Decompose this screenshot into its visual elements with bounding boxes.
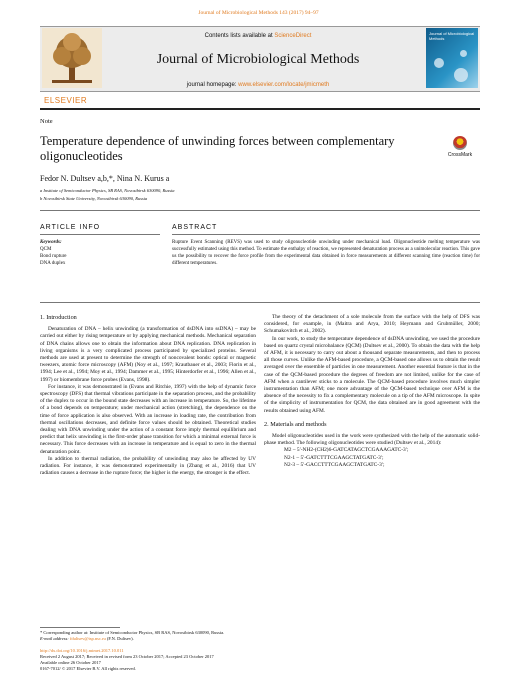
body-column-left <box>40 314 256 477</box>
affiliation-b: b Novosibirsk State University, Novosibirsk 630090, Russia <box>40 196 148 201</box>
sciencedirect-link[interactable]: ScienceDirect <box>274 33 312 39</box>
body-paragraph: In our work, to study the temperature dependence of dsDNA unwinding, we used the procedure based on quartz crystal microbalance (QCM) (Dultsev et al., 2000). To obtain the data with the help of AFM, it is necessary to carry out about a thousand separate measurements, and then to process all those curves. Unlike the AFM-based procedure, a QCM-based one allows us to obtain the result averaged over the ensemble of particles in one measurement. Another essential feature is that in the case of the QCM-based procedure the degrees of freedom are not limited, unlike for the case of AFM when a cantilever sticks to a molecule. The QCM-based procedure involves much simpler instrumentation than AFM; one more advantage of the QCM-based technique over AFM is the absence of the necessity to fix a complementary molecule on a tip of the AFM microscope. In spite of the simplicity of instrumentation for QCM, the data obtained are in good agreement with the results obtained using AFM. <box>264 335 480 414</box>
footnote <box>40 630 480 642</box>
keyword-item: Bond rupture <box>40 254 67 259</box>
footnote-divider <box>40 627 120 628</box>
abstract-heading: ABSTRACT <box>172 224 218 231</box>
oligonucleotide-sequence: M2 – 5′-NH2-(CH2)6-GATCATAGCTCGAAAGATC-3′; <box>284 447 409 454</box>
oligonucleotide-sequence: N2-1 – 5′-GATCTTTCGAAGCTATGATC-3′; <box>284 454 384 461</box>
email-link[interactable]: fdultsev@isp.nsc.ru <box>69 636 106 641</box>
cover-decoration-icon <box>434 58 444 68</box>
online-date: Available online 26 October 2017 <box>40 660 101 665</box>
doi-link[interactable]: http://dx.doi.org/10.1016/j.mimet.2017.10.011 <box>40 648 124 653</box>
cover-decoration-icon <box>454 68 468 82</box>
body-column-right <box>264 314 480 469</box>
article-metadata <box>40 648 480 672</box>
oligonucleotide-sequence: N2-3 – 5′-GACCTTTCGAAGCTATGATC-3′; <box>284 461 385 468</box>
author-list: Fedor N. Dultsev a,b,*, Nina N. Kurus a <box>40 174 170 183</box>
article-type: Note <box>40 118 53 125</box>
article-title: Temperature dependence of unwinding forces between complementary oligonucleotides <box>40 134 395 163</box>
contents-prefix: Contents lists available at <box>204 33 275 39</box>
journal-citation: Journal of Microbiological Methods 143 (2017) 94–97 <box>198 10 319 16</box>
homepage-prefix: journal homepage: <box>186 82 239 88</box>
article-info-heading: ARTICLE INFO <box>40 224 101 231</box>
crossmark-label: CrossMark <box>447 152 473 158</box>
homepage-link[interactable]: www.elsevier.com/locate/jmicmeth <box>238 82 330 88</box>
section-heading-materials-methods: 2. Materials and methods <box>264 420 327 428</box>
elsevier-tree-logo-icon <box>42 28 102 88</box>
header-divider <box>40 108 480 110</box>
journal-homepage-line <box>108 82 408 88</box>
section-divider <box>40 210 480 211</box>
email-line <box>40 636 480 642</box>
body-paragraph: In addition to thermal radiation, the probability of unwinding may also be affected by UV radiation. For instance, it was demonstrated experimentally in (Zhang et al., 2016) that UV radiation causes a decrease in the rupture force; the higher is the energy, the stronger is the effect. <box>40 455 256 477</box>
keyword-item: DNA duplex <box>40 261 66 266</box>
body-paragraph: Model oligonucleotides used in the work were synthesized with the help of the automatic solid-phase method. The following oligonucleotides were studied (Dultsev et al., 2014): <box>264 433 480 447</box>
article-info-divider <box>40 234 160 235</box>
abstract-divider <box>172 234 480 235</box>
publisher-name: ELSEVIER <box>44 96 88 105</box>
received-dates: Received 2 August 2017; Received in revised form 23 October 2017; Accepted 23 October 2017 <box>40 654 214 659</box>
section-heading-introduction: 1. Introduction <box>40 314 77 321</box>
crossmark-badge[interactable] <box>440 136 480 158</box>
journal-title: Journal of Microbiological Methods <box>156 52 360 67</box>
email-suffix: (F.N. Dultsev). <box>105 636 134 641</box>
body-paragraph: For instance, it was demonstrated in (Evans and Ritchie, 1997) with the help of dynamic force spectroscopy (DFS) that thermal vibrations participate in the separation process, and the probability of the duplex to occur in the bound state decreases with an increase in temperature. So, the lifetime of a bond depends on temperature; under mechanical action (stretching), the dependence on the time of force application is also observed. With an increase in loading rate, the contribution from thermal oscillations decreases, and definite force values should be obtained. Theoretical studies dealing with DNA unwinding under the action of a constant force imply thermal equilibrium and predict that helix unwinding is the first-order phase transition for which a minimal external force is necessary. This force decreases with an increase in temperature and is equal to zero in the thermal denaturation point. <box>40 383 256 455</box>
crossmark-icon <box>453 136 467 150</box>
copyright-line: 0167-7012/ © 2017 Elsevier B.V. All rights reserved. <box>40 666 136 671</box>
journal-cover-thumbnail <box>426 28 478 88</box>
cover-decoration-icon <box>460 50 467 57</box>
keywords-block <box>40 239 67 267</box>
front-matter-divider <box>40 302 480 303</box>
cover-title: Journal of Microbiological Methods <box>429 31 475 41</box>
body-paragraph: Denaturation of DNA – helix unwinding (a transformation of dsDNA into ssDNA) – may be carried out either by rising temperature or by applying mechanical methods. Mechanical separation of DNA chains allows one to obtain the information about DNA replication. DNA replication in living organisms is a very complicated process participated by specialized proteins. Several methods are used at present to determine the strength of noncovalent bonds: optical or magnetic tweezers, atomic force microscopy (AFM) (Noy et al., 1997; Krautbauer et al., 2003; Florin et al., 1994; Lee et al., 1994; Moy et al., 1994; Dammer et al., 1995; Hinterdorfer et al., 1996; Allen et al., 1997) or biomembrane force probes (Evans, 1998). <box>40 326 256 383</box>
affiliation-a: a Institute of Semiconductor Physics, SB RAS, Novosibirsk 630090, Russia <box>40 188 175 193</box>
keywords-label: Keywords: <box>40 240 62 245</box>
keyword-item: QCM <box>40 247 52 252</box>
abstract-text: Rupture Event Scanning (REVS) was used to study oligonucleotide unwinding under mechanical load. Oligonucleotide melting temperature was successfully estimated using this method. To estimate the enthalpy of reaction, we represented denaturation process as a unimolecular reaction. This gave us the possibility to recover the force profile from the experimental data obtained in force measurements at different scanning time (reaction time) for different temperatures. <box>172 240 480 266</box>
contents-available-line <box>108 33 408 39</box>
email-label: E-mail address: <box>40 636 70 641</box>
corresponding-author-note: * Corresponding author at: Institute of Semiconductor Physics, SB RAS, Novosibirsk 630090, Russia. <box>40 630 225 635</box>
body-paragraph: The theory of the detachment of a sole molecule from the surface with the help of DFS was considered, for example, in (Maitra and Arya, 2010; Heymann and Grubmüller, 2000; Schumakovitch et al., 2002). <box>264 314 480 335</box>
